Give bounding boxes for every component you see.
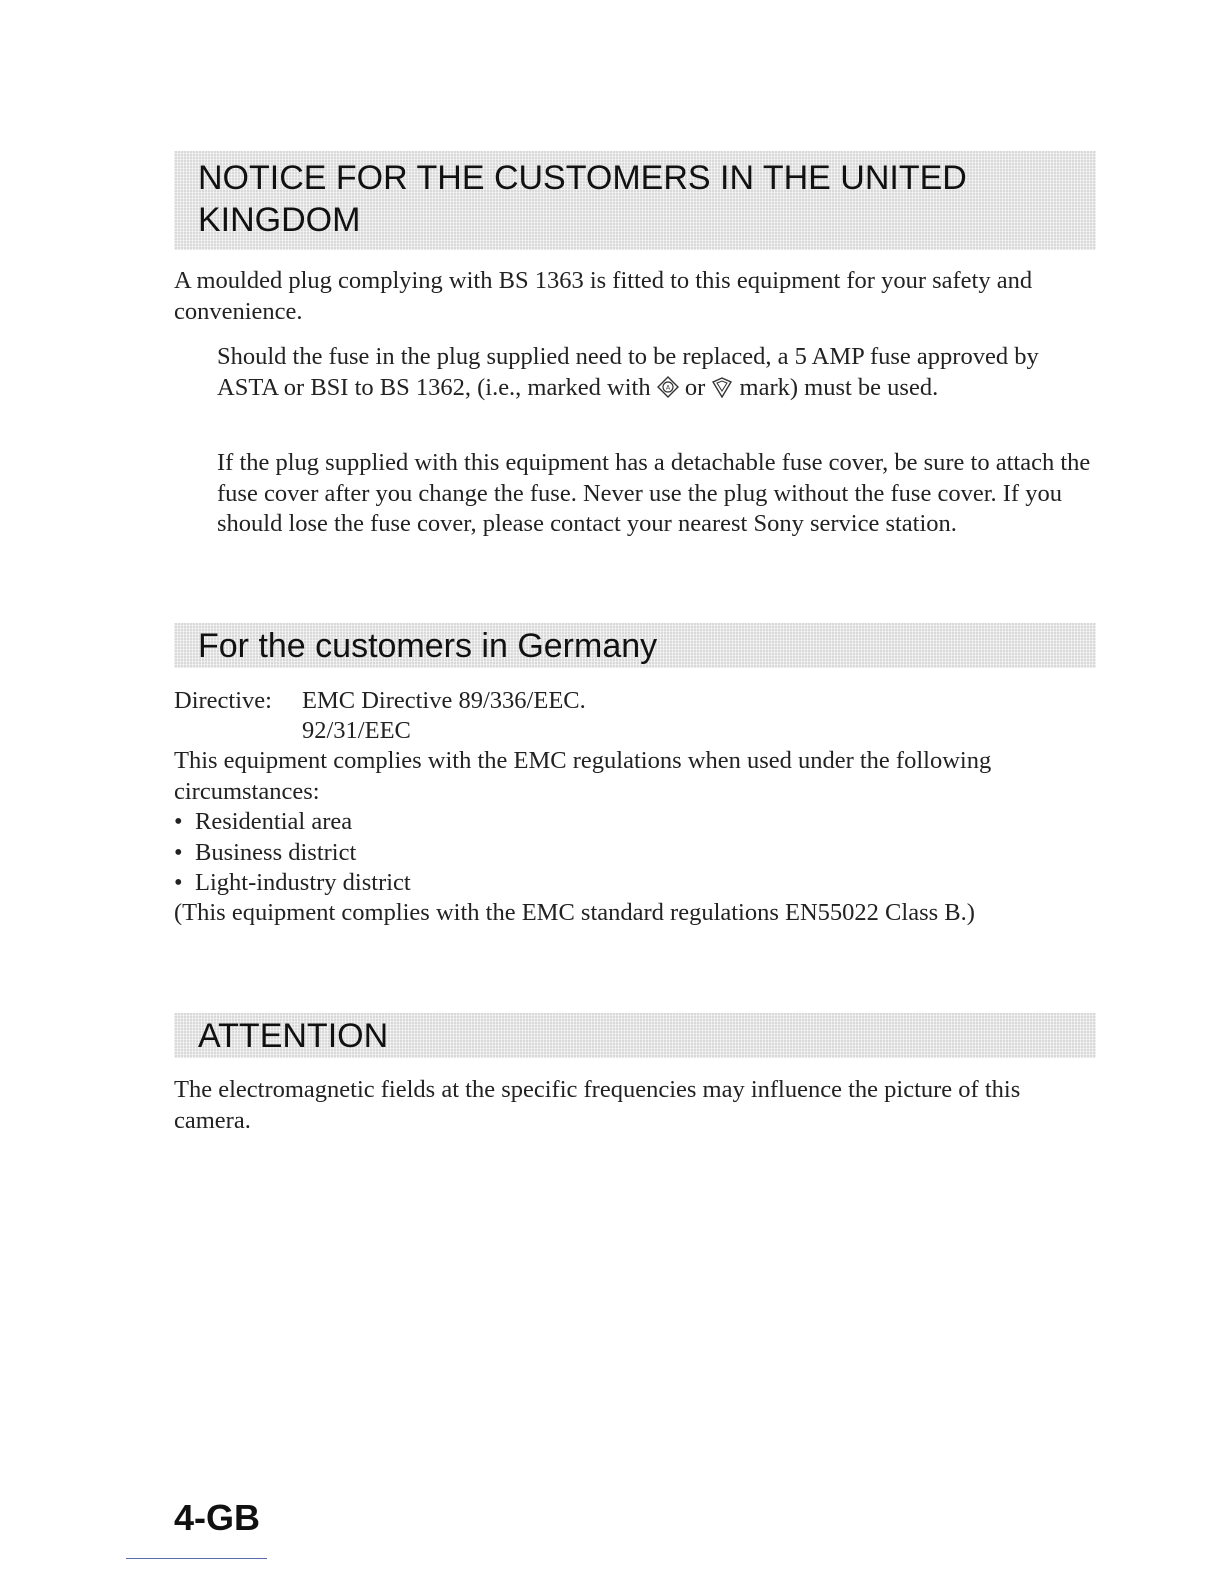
uk-fuse-text-mid: or <box>678 373 712 401</box>
list-item-label: Business district <box>195 838 357 866</box>
germany-heading: For the customers in Germany <box>198 627 658 665</box>
bullet-marker: • <box>174 869 183 896</box>
uk-fuse-cover-paragraph: If the plug supplied with this equipment has a detachable fuse cover, be sure to attach the fuse cover after you change the fuse. Never use the plug without the fuse cover. If you should lose the fuse cover, please contact your nearest Sony service station. <box>217 449 1091 537</box>
bullet-marker: • <box>174 838 183 866</box>
attention-paragraph: The electromagnetic fields at the specific frequencies may influence the picture of this camera. <box>174 1076 1021 1134</box>
list-item-label: Light-industry district <box>195 869 411 896</box>
list-item-label: Residential area <box>195 808 353 835</box>
uk-intro-paragraph: A moulded plug complying with BS 1363 is fitted to this equipment for your safety and convenience. <box>174 267 1033 325</box>
germany-standard-note: (This equipment complies with the EMC standard regulations EN55022 Class B.) <box>174 899 975 926</box>
directive-value-2: 92/31/EEC <box>302 717 411 744</box>
list-item <box>174 838 874 869</box>
list-item <box>174 807 874 838</box>
footer-rule <box>126 1558 267 1559</box>
germany-body-paragraph: This equipment complies with the EMC regulations when used under the following circumstances: <box>174 747 992 805</box>
bullet-marker: • <box>174 808 183 835</box>
bsi-kitemark-icon <box>711 376 733 407</box>
directive-label: Directive: <box>174 687 272 714</box>
svg-text:A: A <box>665 384 670 391</box>
uk-fuse-text-start: Should the fuse in the plug supplied need to be replaced, a 5 AMP fuse approved by ASTA or BSI to BS 1362, (i.e., marked with <box>217 343 1039 401</box>
germany-banner <box>174 623 1096 668</box>
list-item <box>174 868 874 899</box>
attention-heading: ATTENTION <box>198 1017 389 1055</box>
directive-value-1: EMC Directive 89/336/EEC. <box>302 687 586 714</box>
uk-fuse-paragraph <box>217 342 1087 406</box>
directive-row <box>174 686 1074 717</box>
uk-notice-banner <box>174 151 1096 250</box>
attention-banner <box>174 1013 1096 1058</box>
circumstances-list <box>174 807 874 899</box>
uk-fuse-text-end: mark) must be used. <box>733 373 939 401</box>
asta-mark-icon <box>657 376 679 407</box>
page-number: 4-GB <box>174 1497 261 1538</box>
uk-notice-heading: NOTICE FOR THE CUSTOMERS IN THE UNITED KINGDOM <box>198 159 967 239</box>
